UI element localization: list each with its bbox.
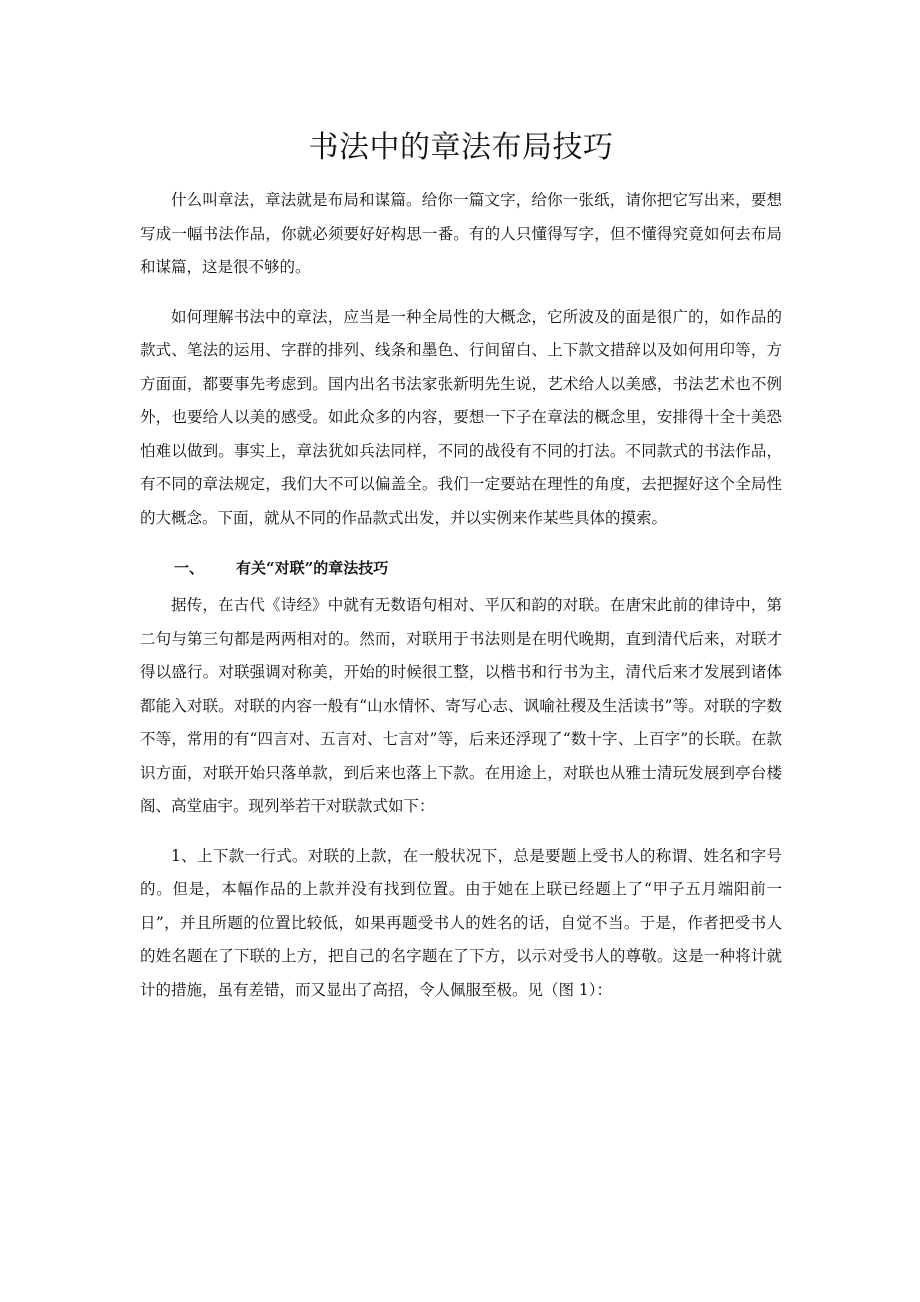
document-title: 书法中的章法布局技巧 (308, 130, 614, 165)
section-title: 有关“对联”的章法技巧 (236, 559, 389, 577)
section-heading-couplet (140, 551, 782, 585)
section-number: 一、 (174, 559, 205, 577)
paragraph-couplet-style-1: 1、上下款一行式。对联的上款，在一般状况下，总是要题上受书人的称谓、姓名和字号的。但是，本幅作品的上款并没有找到位置。由于她在上联已经题上了“甲子五月端阳前一日”，并且所题的位置比较低，如果再题受书人的姓名的话，自觉不当。于是，作者把受书人的姓名题在了下联的上方，把自己的名字题在了下方，以示对受书人的尊敬。这是一种将计就计的措施，虽有差错，而又显出了高招，令人佩服至极。见（图 1）： (140, 846, 782, 999)
paragraph-couplet-history: 据传，在古代《诗经》中就有无数语句相对、平仄和韵的对联。在唐宋此前的律诗中，第二句与第三句都是两两相对的。然而，对联用于书法则是在明代晚期，直到清代后来，对联才得以盛行。对联强调对称美，开始的时候很工整，以楷书和行书为主，清代后来才发展到诸体都能入对联。对联的内容一般有“山水情怀、寄写心志、讽喻社稷及生活读书”等。对联的字数不等，常用的有“四言对、五言对、七言对”等，后来还浮现了“数十字、上百字”的长联。在款识方面，对联开始只落单款，到后来也落上下款。在用途上，对联也从雅士清玩发展到亭台楼阁、高堂庙宇。现列举若干对联款式如下： (140, 596, 782, 815)
paragraph-intro: 什么叫章法，章法就是布局和谋篇。给你一篇文字，给你一张纸，请你把它写出来，要想写成一幅书法作品，你就必须要好好构思一番。有的人只懂得写字，但不懂得究竟如何去布局和谋篇，这是很不够的。 (140, 191, 782, 276)
paragraph-concept: 如何理解书法中的章法，应当是一种全局性的大概念，它所波及的面是很广的，如作品的款式、笔法的运用、字群的排列、线条和墨色、行间留白、上下款文措辞以及如何用印等，方方面面，都要事先考虑到。国内出名书法家张新明先生说，艺术给人以美感，书法艺术也不例外，也要给人以美的感受。如此众多的内容，要想一下子在章法的概念里，安排得十全十美恐怕难以做到。事实上，章法犹如兵法同样，不同的战役有不同的打法。不同款式的书法作品，有不同的章法规定，我们大不可以偏盖全。我们一定要站在理性的角度，去把握好这个全局性的大概念。下面，就从不同的作品款式出发，并以实例来作某些具体的摸索。 (140, 307, 782, 527)
document-body (140, 128, 782, 1007)
